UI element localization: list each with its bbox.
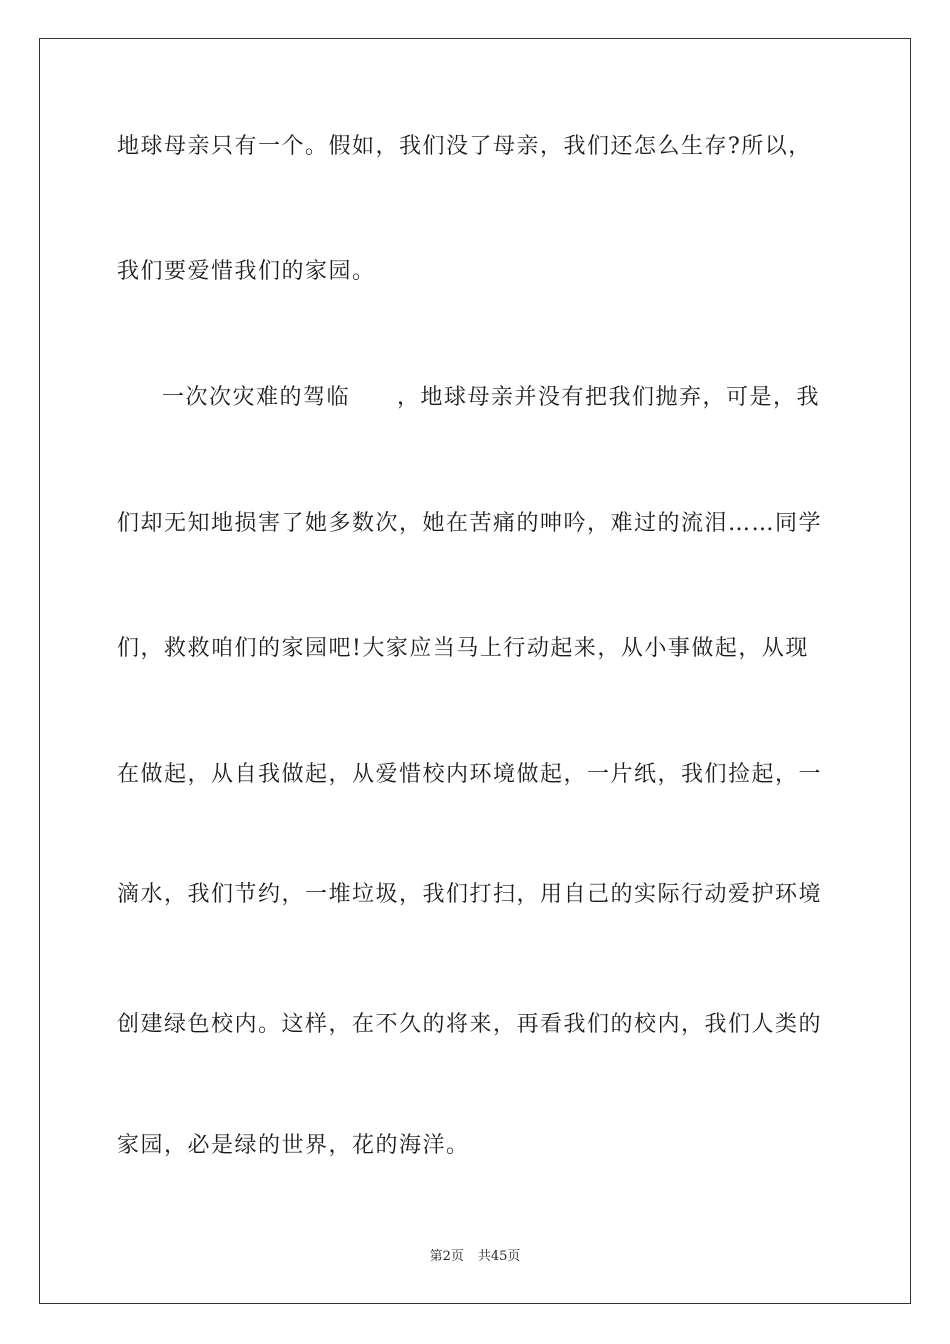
body-text-line: 我们要爱惜我们的家园。	[117, 259, 376, 284]
body-text-line: 们，救救咱们的家园吧!大家应当马上行动起来，从小事做起，从现	[117, 636, 809, 661]
page-number: 第2页	[429, 1249, 464, 1264]
body-text-line: 家园，必是绿的世界，花的海洋。	[117, 1133, 470, 1158]
page-total: 共45页	[477, 1249, 521, 1264]
paragraph-first-line: 一次次灾难的驾临 ，地球母亲并没有把我们抛弃，可是，我	[162, 385, 821, 410]
body-text-line: 在做起，从自我做起，从爱惜校内环境做起，一片纸，我们捡起，一	[117, 762, 823, 787]
body-text-line: 们却无知地损害了她多数次，她在苦痛的呻吟，难过的流泪……同学	[117, 511, 823, 536]
body-text-line: 创建绿色校内。这样，在不久的将来，再看我们的校内，我们人类的	[117, 1012, 823, 1037]
page-border	[39, 38, 911, 1304]
body-text-line: 滴水，我们节约，一堆垃圾，我们打扫，用自己的实际行动爱护环境	[117, 882, 823, 907]
body-text-line: 地球母亲只有一个。假如，我们没了母亲，我们还怎么生存?所以，	[117, 134, 812, 159]
page-footer	[0, 1248, 950, 1266]
